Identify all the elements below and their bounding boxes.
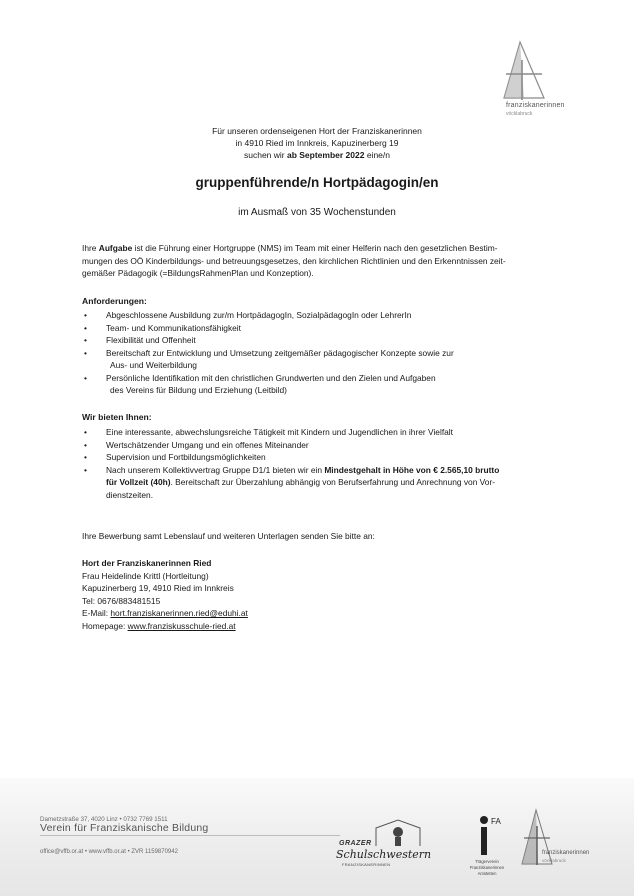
- task-label: Aufgabe: [98, 243, 133, 253]
- contact-org: Hort der Franziskanerinnen Ried: [82, 558, 212, 568]
- list-item: • Persönliche Identifikation mit den christlichen Grundwerten und den Zielen und Aufgaben des Vereins für Bildung und Erziehung (Leitbild): [84, 372, 436, 395]
- contact-block: [82, 557, 248, 633]
- contact-phone: Tel: 0676/883481515: [82, 595, 161, 606]
- offer-title: Wir bieten Ihnen:: [82, 412, 152, 422]
- homepage-link[interactable]: www.franziskusschule-ried.at: [127, 620, 236, 631]
- contact-address: Kapuzinerberg 19, 4910 Ried im Innkreis: [82, 583, 234, 594]
- salary-amount: Mindestgehalt in Höhe von € 2.565,10 brutto: [324, 464, 500, 475]
- footer-title: Verein für Franziskanische Bildung: [40, 822, 209, 834]
- full-time-label: für Vollzeit (40h): [106, 477, 171, 487]
- list-item: • Bereitschaft zur Entwicklung und Umsetzung zeitgemäßer pädagogischer Konzepte sowie zur Aus- und Weiterbildung: [84, 347, 454, 370]
- list-item: • Team- und Kommunikationsfähigkeit: [84, 322, 241, 333]
- task-paragraph: Ihre Aufgabe ist die Führung einer Hortgruppe (NMS) im Team mit einer Helferin nach den gesetzlichen Bestim- mungen des OÖ Kinderbildungs- und betreuungsgesetzes, den kirchlichen Richtlinien und den Erkenntnissen zeit- gemäßer Pädagogik (=BildungsRahmenPlan und Konzeption).: [82, 243, 506, 278]
- offer-list: [82, 426, 562, 501]
- footer-address: Dametzstraße 37, 4020 Linz • 0732 7769 1511: [40, 816, 168, 823]
- list-item: • Eine interessante, abwechslungsreiche Tätigkeit mit Kindern und Jugendlichen in ihrer Vielfalt: [84, 427, 453, 437]
- logo-sub: vöcklabruck: [506, 111, 533, 117]
- ifa-logo: FA Trägerverein Franziskanerinnen Amstetten: [462, 812, 512, 882]
- salary-item: • Nach unserem Kollektivvertrag Gruppe D1/1 bieten wir ein Mindestgehalt in Höhe von € 2.565,10 brutto für Vollzeit (40h). Bereitschaft zur Überzahlung abhängig von Berufserfahrung und Anrechnung von Vor- dienstzeiten.: [84, 464, 500, 500]
- list-item: • Supervision und Fortbildungsmöglichkeiten: [84, 452, 266, 462]
- contact-person: Frau Heidelinde Krittl (Hortleitung): [82, 570, 209, 581]
- apply-instruction: Ihre Bewerbung samt Lebenslauf und weiteren Unterlagen senden Sie bitte an:: [82, 531, 375, 541]
- list-item: • Wertschätzender Umgang und ein offenes Miteinander: [84, 439, 309, 450]
- intro-line: in 4910 Ried im Innkreis, Kapuzinerberg 19: [235, 138, 399, 148]
- start-date: ab September 2022: [286, 150, 365, 160]
- franziskanerinnen-footer-logo: franziskanerinnen vöcklabruck: [520, 808, 590, 868]
- list-item: • Abgeschlossene Ausbildung zur/m HortpädagogIn, SozialpädagogIn oder LehrerIn: [84, 310, 412, 320]
- cross-triangle-icon: [496, 40, 556, 102]
- list-item: • Flexibilität und Offenheit: [84, 335, 196, 345]
- requirements-title: Anforderungen:: [82, 296, 147, 306]
- intro-block: [0, 125, 634, 161]
- job-title: gruppenführende/n Hortpädagogin/en: [195, 175, 439, 190]
- footer-divider: [40, 835, 340, 836]
- intro-line: Für unseren ordenseigenen Hort der Franziskanerinnen: [212, 126, 422, 136]
- requirements-list: [82, 309, 562, 397]
- contact-web-row: Homepage: www.franziskusschule-ried.at: [82, 620, 236, 631]
- email-link[interactable]: hort.franziskanerinnen.ried@eduhi.at: [110, 608, 248, 619]
- logo-name: franziskanerinnen: [506, 102, 565, 109]
- footer-contact: office@vffb.or.at • www.vffb.or.at • ZVR 1159870942: [40, 849, 178, 855]
- franziskanerinnen-logo: [496, 40, 592, 130]
- intro-line: suchen wir ab September 2022 eine/n: [243, 150, 390, 160]
- contact-email-row: E-Mail: hort.franziskanerinnen.ried@eduhi.at: [82, 608, 248, 619]
- working-hours: im Ausmaß von 35 Wochenstunden: [238, 207, 396, 218]
- ifa-icon: [462, 812, 512, 857]
- grazer-schulschwestern-logo: GRAZER Schulschwestern FRANZISKANERINNEN: [336, 818, 436, 868]
- svg-text:FA: FA: [491, 817, 501, 826]
